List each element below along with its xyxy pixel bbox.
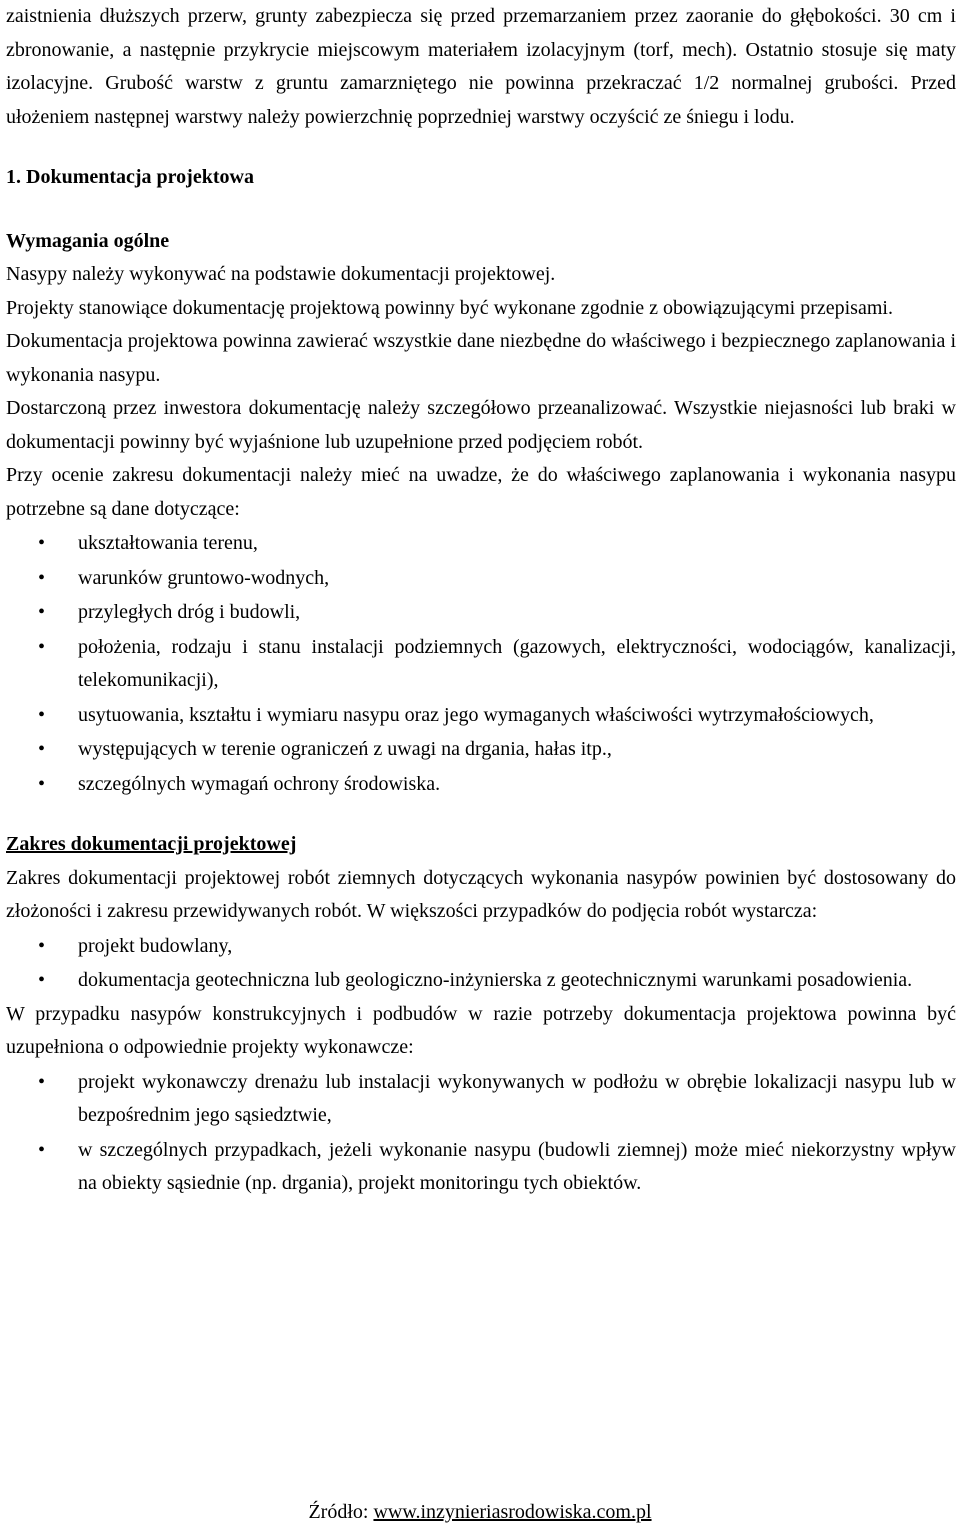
source-label: Źródło:	[308, 1501, 374, 1523]
scope-heading: Zakres dokumentacji projektowej	[6, 833, 297, 855]
list-item	[6, 768, 956, 802]
bullet-icon: •	[38, 1070, 46, 1093]
list-item	[6, 631, 956, 698]
list-item	[6, 596, 956, 630]
bullet-icon: •	[38, 738, 46, 760]
general-requirements-heading: Wymagania ogólne	[6, 229, 170, 252]
list-item	[6, 699, 956, 733]
list-item-text: projekt budowlany,	[78, 934, 233, 957]
list-item	[6, 1066, 956, 1133]
list-item-text: dokumentacja geotechniczna lub geologiczno-inżynierska z geotechnicznymi warunkami posadowienia.	[78, 969, 913, 991]
list-item	[6, 964, 956, 998]
bullet-icon: •	[38, 532, 46, 554]
general-paragraph-1: Nasypy należy wykonywać na podstawie dokumentacji projektowej.	[6, 263, 556, 285]
page-footer	[0, 1496, 960, 1529]
scope-paragraph-2: W przypadku nasypów konstrukcyjnych i podbudów w razie potrzeby dokumentacja projektowa powinna być uzupełniona o odpowiednie projekty wykonawcze:	[6, 1002, 956, 1058]
bullet-icon: •	[38, 934, 46, 957]
general-paragraph-3: Dokumentacja projektowa powinna zawierać wszystkie dane niezbędne do właściwego i bezpiecznego zaplanowania i wykonania nasypu.	[6, 330, 956, 386]
list-item	[6, 562, 956, 596]
scope-bullet-list-2	[6, 1066, 956, 1201]
bullet-icon: •	[38, 969, 46, 991]
general-paragraph-5: Przy ocenie zakresu dokumentacji należy mieć na uwadze, że do właściwego zaplanowania i wykonania nasypu potrzebne są dane dotyczące:	[6, 464, 956, 520]
list-item-text: położenia, rodzaju i stanu instalacji podziemnych (gazowych, elektryczności, wodociągów, kanalizacji, telekomunikacji),	[78, 635, 956, 691]
list-item-text: ukształtowania terenu,	[78, 532, 258, 554]
bullet-icon: •	[38, 1138, 46, 1161]
list-item-text: projekt wykonawczy drenażu lub instalacji wykonywanych w podłożu w obrębie lokalizacji nasypu lub w bezpośrednim jego sąsiedztwie,	[78, 1070, 956, 1126]
document-page	[6, 0, 956, 1201]
list-item-text: szczególnych wymagań ochrony środowiska.	[78, 772, 441, 795]
list-item	[6, 733, 956, 767]
list-item-text: warunków gruntowo-wodnych,	[78, 566, 330, 589]
list-item	[6, 527, 956, 561]
bullet-icon: •	[38, 703, 46, 726]
section-heading: 1. Dokumentacja projektowa	[6, 166, 254, 188]
list-item-text: w szczególnych przypadkach, jeżeli wykonanie nasypu (budowli ziemnej) może mieć niekorzystny wpływ na obiekty sąsiednie (np. drgania), projekt monitoringu tych obiektów.	[78, 1138, 956, 1194]
intro-paragraph: zaistnienia dłuższych przerw, grunty zabezpiecza się przed przemarzaniem przez zaoranie do głębokości. 30 cm i zbronowanie, a następnie przykrycie miejscowym materiałem izolacyjnym (torf, mech). Ostatnio stosuje się maty izolacyjne. Grubość warstw z gruntu zamarzniętego nie powinna przekraczać 1/2 normalnej grubości. Przed ułożeniem następnej warstwy należy powierzchnię poprzedniej warstwy oczyścić ze śniegu i lodu.	[6, 5, 956, 128]
bullet-icon: •	[38, 772, 46, 795]
list-item	[6, 1134, 956, 1201]
source-link[interactable]: www.inzynieriasrodowiska.com.pl	[373, 1501, 652, 1523]
bullet-icon: •	[38, 601, 46, 623]
scope-bullet-list-1	[6, 930, 956, 998]
list-item-text: usytuowania, kształtu i wymiaru nasypu oraz jego wymaganych właściwości wytrzymałościowych,	[78, 703, 874, 726]
general-paragraph-2: Projekty stanowiące dokumentację projektową powinny być wykonane zgodnie z obowiązującymi przepisami.	[6, 296, 893, 319]
bullet-icon: •	[38, 566, 46, 589]
general-bullet-list	[6, 527, 956, 801]
scope-paragraph-1: Zakres dokumentacji projektowej robót ziemnych dotyczących wykonania nasypów powinien być dostosowany do złożoności i zakresu przewidywanych robót. W większości przypadków do podjęcia robót wystarcza:	[6, 866, 956, 922]
bullet-icon: •	[38, 635, 46, 658]
list-item-text: przyległych dróg i budowli,	[78, 601, 301, 623]
list-item-text: występujących w terenie ograniczeń z uwagi na drgania, hałas itp.,	[78, 738, 612, 760]
list-item	[6, 930, 956, 964]
general-paragraph-4: Dostarczoną przez inwestora dokumentację należy szczegółowo przeanalizować. Wszystkie niejasności lub braki w dokumentacji powinny być wyjaśnione lub uzupełnione przed podjęciem robót.	[6, 397, 956, 453]
